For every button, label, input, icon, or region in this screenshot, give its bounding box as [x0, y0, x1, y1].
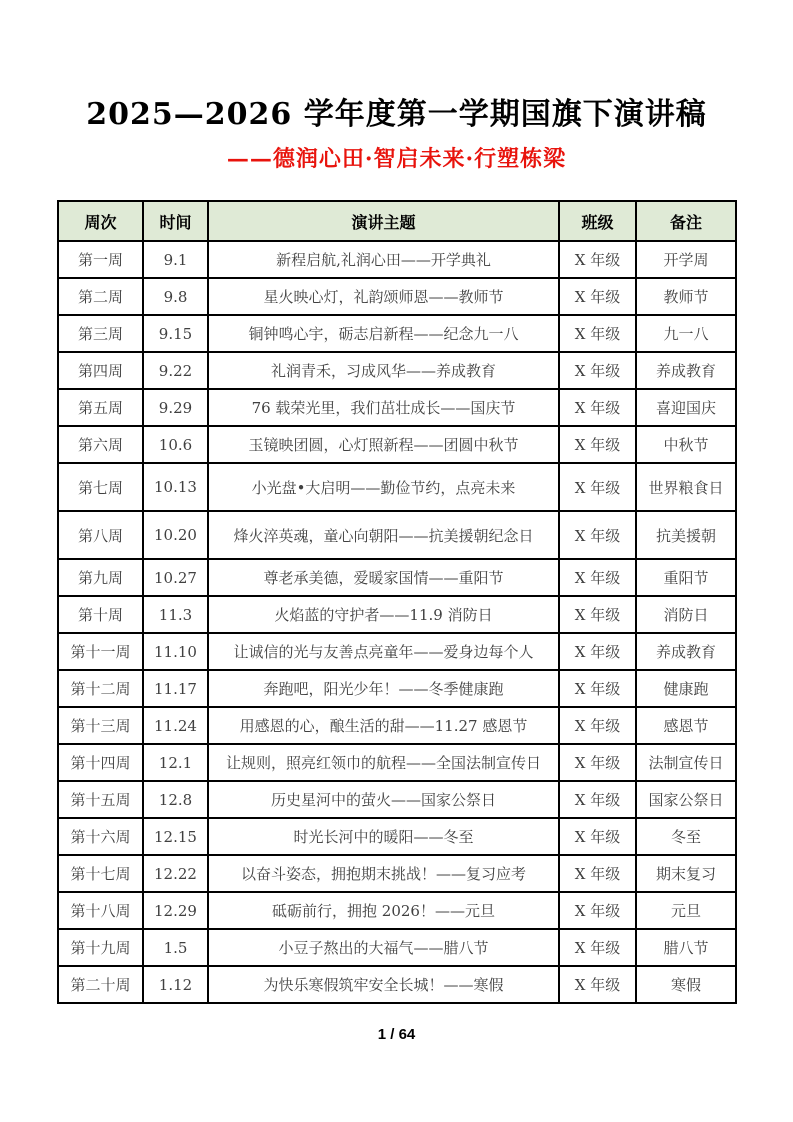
- week-cell: 第十五周: [58, 781, 143, 818]
- note-cell: 中秋节: [636, 426, 736, 463]
- grade-cell: X 年级: [559, 966, 636, 1003]
- topic-cell: 新程启航,礼润心田——开学典礼: [208, 241, 559, 278]
- topic-cell: 让规则，照亮红领巾的航程——全国法制宣传日: [208, 744, 559, 781]
- topic-cell: 奔跑吧，阳光少年！——冬季健康跑: [208, 670, 559, 707]
- time-cell: 9.8: [143, 278, 208, 315]
- grade-cell: X 年级: [559, 818, 636, 855]
- note-cell: 期末复习: [636, 855, 736, 892]
- grade-cell: X 年级: [559, 278, 636, 315]
- time-cell: 10.6: [143, 426, 208, 463]
- topic-cell: 尊老承美德，爱暖家国情——重阳节: [208, 559, 559, 596]
- note-cell: 养成教育: [636, 633, 736, 670]
- note-cell: 国家公祭日: [636, 781, 736, 818]
- grade-cell: X 年级: [559, 241, 636, 278]
- grade-cell: X 年级: [559, 670, 636, 707]
- note-cell: 喜迎国庆: [636, 389, 736, 426]
- time-cell: 12.22: [143, 855, 208, 892]
- week-cell: 第五周: [58, 389, 143, 426]
- table-row: [58, 707, 736, 744]
- grade-cell: X 年级: [559, 929, 636, 966]
- week-cell: 第十四周: [58, 744, 143, 781]
- topic-cell: 星火映心灯，礼韵颂师恩——教师节: [208, 278, 559, 315]
- grade-cell: X 年级: [559, 855, 636, 892]
- time-cell: 10.20: [143, 511, 208, 559]
- table-header: [58, 201, 736, 241]
- topic-cell: 玉镜映团圆，心灯照新程——团圆中秋节: [208, 426, 559, 463]
- page-subtitle: ——德润心田·智启未来·行塑栋梁: [226, 146, 567, 172]
- table-row: [58, 511, 736, 559]
- table-row: [58, 426, 736, 463]
- time-cell: 1.12: [143, 966, 208, 1003]
- week-cell: 第三周: [58, 315, 143, 352]
- table-row: [58, 781, 736, 818]
- topic-cell: 为快乐寒假筑牢安全长城！——寒假: [208, 966, 559, 1003]
- time-cell: 12.8: [143, 781, 208, 818]
- note-cell: 重阳节: [636, 559, 736, 596]
- table-row: [58, 596, 736, 633]
- topic-cell: 以奋斗姿态，拥抱期末挑战！——复习应考: [208, 855, 559, 892]
- topic-cell: 76 载荣光里，我们茁壮成长——国庆节: [208, 389, 559, 426]
- grade-cell: X 年级: [559, 315, 636, 352]
- week-cell: 第九周: [58, 559, 143, 596]
- week-cell: 第七周: [58, 463, 143, 511]
- header-row: [58, 201, 736, 241]
- page-number: 1 / 64: [377, 1026, 416, 1043]
- week-cell: 第八周: [58, 511, 143, 559]
- note-cell: 腊八节: [636, 929, 736, 966]
- week-cell: 第十七周: [58, 855, 143, 892]
- table-row: [58, 929, 736, 966]
- table-row: [58, 559, 736, 596]
- time-cell: 11.3: [143, 596, 208, 633]
- grade-cell: X 年级: [559, 559, 636, 596]
- table-row: [58, 315, 736, 352]
- topic-cell: 用感恩的心，酿生活的甜——11.27 感恩节: [208, 707, 559, 744]
- note-cell: 冬至: [636, 818, 736, 855]
- topic-cell: 历史星河中的萤火——国家公祭日: [208, 781, 559, 818]
- time-cell: 12.1: [143, 744, 208, 781]
- time-cell: 11.17: [143, 670, 208, 707]
- topic-cell: 小豆子熬出的大福气——腊八节: [208, 929, 559, 966]
- topic-cell: 让诚信的光与友善点亮童年——爱身边每个人: [208, 633, 559, 670]
- time-cell: 10.27: [143, 559, 208, 596]
- table-row: [58, 892, 736, 929]
- grade-cell: X 年级: [559, 892, 636, 929]
- table-row: [58, 278, 736, 315]
- topic-cell: 时光长河中的暖阳——冬至: [208, 818, 559, 855]
- table-row: [58, 966, 736, 1003]
- week-cell: 第十三周: [58, 707, 143, 744]
- grade-cell: X 年级: [559, 463, 636, 511]
- grade-cell: X 年级: [559, 633, 636, 670]
- week-cell: 第十八周: [58, 892, 143, 929]
- time-cell: 11.10: [143, 633, 208, 670]
- week-cell: 第十二周: [58, 670, 143, 707]
- grade-cell: X 年级: [559, 744, 636, 781]
- note-cell: 九一八: [636, 315, 736, 352]
- topic-cell: 砥砺前行，拥抱 2026！——元旦: [208, 892, 559, 929]
- week-cell: 第十周: [58, 596, 143, 633]
- topic-cell: 小光盘•大启明——勤俭节约，点亮未来: [208, 463, 559, 511]
- header-topic: 演讲主题: [208, 201, 559, 241]
- week-cell: 第二十周: [58, 966, 143, 1003]
- note-cell: 寒假: [636, 966, 736, 1003]
- time-cell: 11.24: [143, 707, 208, 744]
- grade-cell: X 年级: [559, 389, 636, 426]
- grade-cell: X 年级: [559, 511, 636, 559]
- header-grade: 班级: [559, 201, 636, 241]
- grade-cell: X 年级: [559, 707, 636, 744]
- topic-cell: 烽火淬英魂，童心向朝阳——抗美援朝纪念日: [208, 511, 559, 559]
- time-cell: 1.5: [143, 929, 208, 966]
- note-cell: 健康跑: [636, 670, 736, 707]
- topic-cell: 铜钟鸣心宇，砺志启新程——纪念九一八: [208, 315, 559, 352]
- note-cell: 教师节: [636, 278, 736, 315]
- note-cell: 元旦: [636, 892, 736, 929]
- note-cell: 法制宣传日: [636, 744, 736, 781]
- note-cell: 开学周: [636, 241, 736, 278]
- week-cell: 第六周: [58, 426, 143, 463]
- week-cell: 第四周: [58, 352, 143, 389]
- time-cell: 10.13: [143, 463, 208, 511]
- week-cell: 第十一周: [58, 633, 143, 670]
- grade-cell: X 年级: [559, 596, 636, 633]
- time-cell: 9.22: [143, 352, 208, 389]
- table-row: [58, 241, 736, 278]
- time-cell: 12.29: [143, 892, 208, 929]
- time-cell: 12.15: [143, 818, 208, 855]
- table-row: [58, 818, 736, 855]
- grade-cell: X 年级: [559, 352, 636, 389]
- topic-cell: 礼润青禾，习成风华——养成教育: [208, 352, 559, 389]
- speech-schedule-table: [57, 200, 737, 1004]
- grade-cell: X 年级: [559, 781, 636, 818]
- table-row: [58, 670, 736, 707]
- time-cell: 9.15: [143, 315, 208, 352]
- header-time: 时间: [143, 201, 208, 241]
- table-row: [58, 463, 736, 511]
- note-cell: 养成教育: [636, 352, 736, 389]
- topic-cell: 火焰蓝的守护者——11.9 消防日: [208, 596, 559, 633]
- schedule-body: [58, 241, 736, 1003]
- week-cell: 第二周: [58, 278, 143, 315]
- note-cell: 感恩节: [636, 707, 736, 744]
- table-row: [58, 389, 736, 426]
- note-cell: 世界粮食日: [636, 463, 736, 511]
- time-cell: 9.1: [143, 241, 208, 278]
- table-row: [58, 855, 736, 892]
- week-cell: 第十九周: [58, 929, 143, 966]
- table-row: [58, 352, 736, 389]
- table-row: [58, 744, 736, 781]
- note-cell: 抗美援朝: [636, 511, 736, 559]
- time-cell: 9.29: [143, 389, 208, 426]
- grade-cell: X 年级: [559, 426, 636, 463]
- note-cell: 消防日: [636, 596, 736, 633]
- header-week: 周次: [58, 201, 143, 241]
- page-title: 2025—2026 学年度第一学期国旗下演讲稿: [86, 97, 707, 132]
- table-row: [58, 633, 736, 670]
- week-cell: 第一周: [58, 241, 143, 278]
- header-note: 备注: [636, 201, 736, 241]
- week-cell: 第十六周: [58, 818, 143, 855]
